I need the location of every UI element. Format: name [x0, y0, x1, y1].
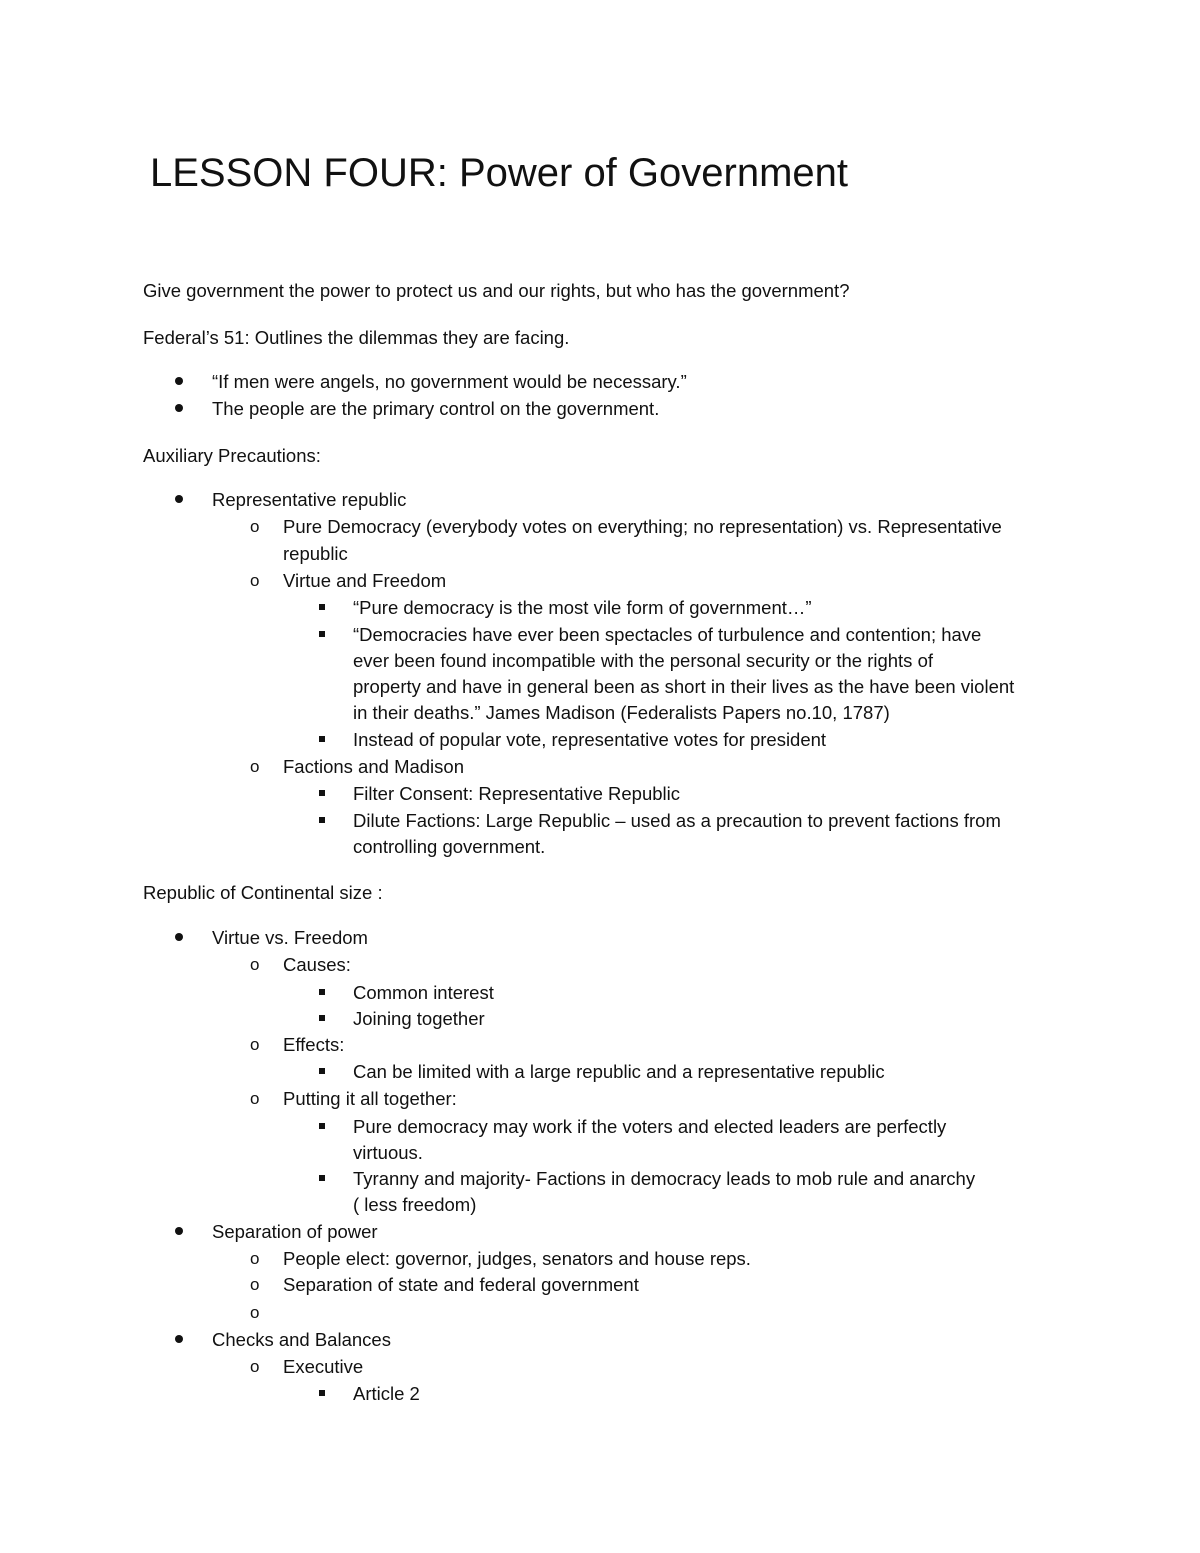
bullet-square-icon: [319, 790, 325, 796]
list-item-continued: ( less freedom): [353, 1194, 477, 1215]
bullet-square-icon: [319, 604, 325, 610]
list-item: “Democracies have ever been spectacles of turbulence and contention; have: [353, 624, 982, 645]
list-item: Causes:: [283, 954, 351, 975]
bullet-circle-icon: o: [250, 1249, 260, 1268]
list-item: Pure democracy may work if the voters and elected leaders are perfectly: [353, 1116, 947, 1137]
list-item-continued: in their deaths.” James Madison (Federalists Papers no.10, 1787): [353, 702, 890, 723]
list-item-continued: ever been found incompatible with the personal security or the rights of: [353, 650, 933, 671]
list-item: People elect: governor, judges, senators and house reps.: [283, 1248, 751, 1269]
list-item: Article 2: [353, 1383, 420, 1404]
list-item: Representative republic: [212, 489, 407, 510]
intro-text: Give government the power to protect us and our rights, but who has the government?: [143, 280, 850, 301]
list-item: Can be limited with a large republic and a representative republic: [353, 1061, 885, 1082]
bullet-square-icon: [319, 1015, 325, 1021]
bullet-dot-icon: [175, 933, 183, 941]
bullet-circle-icon: o: [250, 571, 260, 590]
bullet-dot-icon: [175, 495, 183, 503]
bullet-dot-icon: [175, 404, 183, 412]
bullet-circle-icon: o: [250, 1275, 260, 1294]
bullet-dot-icon: [175, 377, 183, 385]
bullet-circle-icon: o: [250, 757, 260, 776]
list-item: Common interest: [353, 982, 494, 1003]
federal51-heading: Federal’s 51: Outlines the dilemmas they are facing.: [143, 327, 570, 348]
list-item: Executive: [283, 1356, 364, 1377]
bullet-square-icon: [319, 989, 325, 995]
list-item-continued: controlling government.: [353, 836, 546, 857]
bullet-square-icon: [319, 1390, 325, 1396]
bullet-circle-icon: o: [250, 1303, 260, 1322]
bullet-circle-icon: o: [250, 1089, 260, 1108]
list-item: Checks and Balances: [212, 1329, 391, 1350]
list-item: Dilute Factions: Large Republic – used as a precaution to prevent factions from: [353, 810, 1001, 831]
list-item-continued: republic: [283, 543, 348, 564]
list-item: Virtue vs. Freedom: [212, 927, 368, 948]
continental-heading: Republic of Continental size :: [143, 882, 383, 903]
list-item-continued: property and have in general been as short in their lives as the have been violent: [353, 676, 1015, 697]
list-item-continued: virtuous.: [353, 1142, 423, 1163]
bullet-circle-icon: o: [250, 955, 260, 974]
bullet-square-icon: [319, 817, 325, 823]
list-item: Instead of popular vote, representative votes for president: [353, 729, 827, 750]
list-item: Separation of power: [212, 1221, 378, 1242]
bullet-dot-icon: [175, 1227, 183, 1235]
bullet-square-icon: [319, 736, 325, 742]
list-item: Joining together: [353, 1008, 485, 1029]
bullet-circle-icon: o: [250, 1035, 260, 1054]
bullet-square-icon: [319, 1123, 325, 1129]
bullet-circle-icon: o: [250, 517, 260, 536]
federal51-point: “If men were angels, no government would be necessary.”: [212, 371, 687, 392]
page-title: LESSON FOUR: Power of Government: [150, 151, 849, 195]
auxiliary-heading: Auxiliary Precautions:: [143, 445, 321, 466]
list-item: Pure Democracy (everybody votes on everything; no representation) vs. Representative: [283, 516, 1002, 537]
bullet-square-icon: [319, 1068, 325, 1074]
list-item: Virtue and Freedom: [283, 570, 447, 591]
bullet-square-icon: [319, 1175, 325, 1181]
list-item: Effects:: [283, 1034, 345, 1055]
list-item: Putting it all together:: [283, 1088, 457, 1109]
list-item: Tyranny and majority- Factions in democracy leads to mob rule and anarchy: [353, 1168, 976, 1189]
bullet-square-icon: [319, 631, 325, 637]
list-item: “Pure democracy is the most vile form of government…”: [353, 597, 812, 618]
list-item: Factions and Madison: [283, 756, 464, 777]
list-item: Filter Consent: Representative Republic: [353, 783, 680, 804]
federal51-point: The people are the primary control on the government.: [212, 398, 660, 419]
bullet-dot-icon: [175, 1335, 183, 1343]
bullet-circle-icon: o: [250, 1357, 260, 1376]
list-item: Separation of state and federal government: [283, 1274, 639, 1295]
